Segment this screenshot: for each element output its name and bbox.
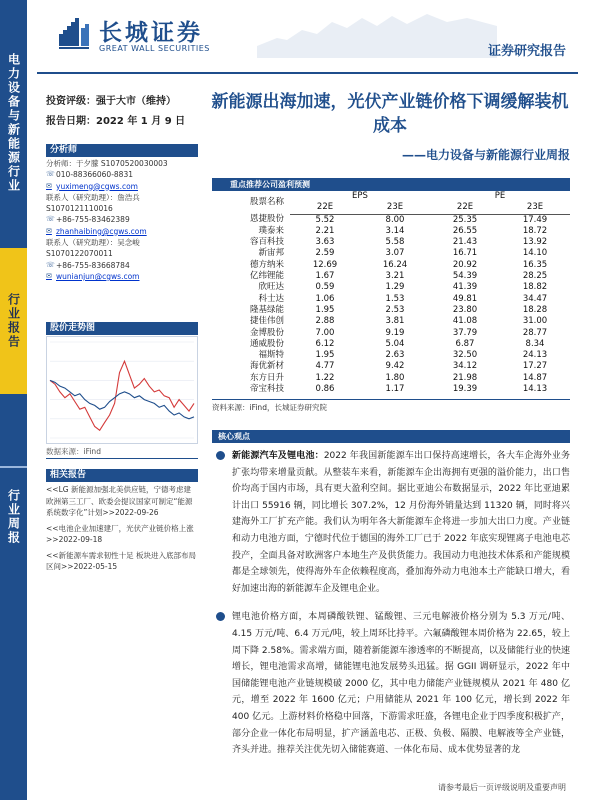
table-row [212, 373, 570, 384]
side-label-industry: 电力设备与新能源行业 [6, 53, 21, 193]
stock-name: 新宙邦 [258, 248, 284, 259]
table-cell: 18.72 [522, 225, 548, 236]
stock-name: 帝宝科技 [249, 384, 284, 395]
table-row [212, 328, 570, 339]
analyst-text: 010-88366060-8831 [56, 170, 133, 180]
table-cell: 28.77 [522, 327, 548, 338]
table-cell: 0.86 [315, 384, 335, 395]
stock-name: 欣旺达 [258, 282, 284, 293]
analyst-list [46, 158, 198, 282]
table-cell: 25.35 [452, 214, 478, 225]
report-title: 新能源出海加速，光伏产业链价格下调缓解装机成本 [211, 92, 569, 136]
analyst-phone [46, 260, 198, 271]
related-reports-list [46, 484, 198, 577]
table-cell: 14.13 [522, 384, 548, 395]
table-cell: 17.49 [522, 214, 548, 225]
related-reports-header: 相关报告 [46, 469, 198, 482]
table-row [212, 361, 570, 372]
table-cell: 21.43 [452, 237, 478, 248]
table-cell: 34.12 [452, 361, 478, 372]
stock-name: 金博股份 [249, 327, 284, 338]
analyst-text: 联系人（研究助理）：詹浩兵 [46, 192, 140, 202]
footer-disclaimer: 请参考最后一页评级说明及重要声明 [438, 783, 566, 792]
table-cell: 2.59 [315, 248, 335, 259]
table-row [212, 384, 570, 395]
great-wall-logo-icon [57, 16, 91, 50]
bullet-icon [216, 451, 225, 460]
stock-name: 东方日升 [249, 372, 284, 383]
table-cell: 17.27 [522, 361, 548, 372]
col-year: 22E [430, 202, 500, 214]
mail-icon: ✉ [46, 181, 52, 190]
table-cell: 23.80 [452, 304, 478, 315]
earnings-forecast-table [212, 178, 570, 413]
table-row [212, 260, 570, 271]
table-cell: 34.47 [522, 293, 548, 304]
col-year: 23E [360, 202, 430, 214]
analyst-phone [46, 169, 198, 180]
analyst-phone [46, 214, 198, 225]
stock-name: 捷佳伟创 [249, 316, 284, 327]
table-cell: 8.00 [385, 214, 405, 225]
col-year: 23E [500, 202, 570, 214]
paragraph-lead: 新能源汽车及锂电池： [232, 451, 324, 461]
table-cell: 1.22 [315, 372, 335, 383]
table-cell: 21.98 [452, 372, 478, 383]
analyst-text: wunianjun@cgws.com [56, 271, 140, 281]
table-row [212, 316, 570, 327]
table-cell: 3.14 [385, 225, 405, 236]
table-cell: 5.52 [315, 214, 335, 225]
stock-name: 容百科技 [249, 237, 284, 248]
analyst-text: yuximeng@cgws.com [56, 181, 138, 191]
table-cell: 6.87 [455, 338, 475, 349]
stock-name: 科士达 [258, 293, 284, 304]
table-cell: 14.87 [522, 372, 548, 383]
table-cell: 24.13 [522, 350, 548, 361]
core-paragraph-1 [212, 448, 570, 597]
table-row [212, 237, 570, 248]
table-cell: 5.58 [385, 237, 405, 248]
analyst-section-header: 分析师 [46, 144, 198, 157]
related-report-link[interactable]: <<LG 新能源加强北美供应链，宁德考虑建欧洲第三工厂、欧委会提议国家可制定“能源系统数字化”计划>>2022-09-26 [46, 485, 193, 517]
table-cell: 3.21 [385, 271, 405, 282]
table-row [212, 226, 570, 237]
stock-name: 福斯特 [258, 350, 284, 361]
table-cell: 28.25 [522, 271, 548, 282]
stock-price-chart [46, 336, 198, 444]
analyst-info [46, 237, 198, 248]
table-row [212, 214, 570, 226]
report-subtitle: ——电力设备与新能源行业周报 [401, 148, 570, 162]
table-cell: 3.81 [385, 316, 405, 327]
table-cell: 1.67 [315, 271, 335, 282]
analyst-email-link[interactable] [46, 181, 198, 192]
analyst-text: S1070121110016 [46, 204, 113, 214]
stock-name: 德方纳米 [249, 259, 284, 270]
table-cell: 32.50 [452, 350, 478, 361]
table-row [212, 294, 570, 305]
analyst-text: 联系人（研究助理）：吴念峻 [46, 238, 140, 248]
side-label-weekly: 行业周报 [6, 489, 21, 545]
side-divider [0, 466, 27, 468]
core-view-body [212, 448, 570, 759]
table-cell: 2.53 [385, 304, 405, 315]
table-cell: 2.63 [385, 350, 405, 361]
mail-icon: ✉ [46, 226, 52, 235]
investment-rating: 投资评级：强于大市（维持） [46, 96, 176, 107]
header-rule [37, 72, 578, 74]
table-cell: 14.10 [522, 248, 548, 259]
mail-icon: ✉ [46, 271, 52, 280]
table-cell: 9.19 [385, 327, 405, 338]
core-view-header: 核心观点 [212, 430, 570, 443]
table-cell: 16.35 [522, 259, 548, 270]
table-cell: 3.07 [385, 248, 405, 259]
table-row [212, 282, 570, 293]
stock-name: 亿纬锂能 [249, 271, 284, 282]
table-cell: 1.80 [385, 372, 405, 383]
analyst-text: S1070122070011 [46, 249, 113, 259]
analyst-text: 分析师：于夕朦 S1070520030003 [46, 159, 168, 168]
table-cell: 26.55 [452, 225, 478, 236]
related-report-link[interactable]: <<电池企业加速建厂，光伏产业链价格上涨>>2022-09-18 [46, 523, 194, 544]
table-row [212, 271, 570, 282]
table-cell: 1.95 [315, 304, 335, 315]
analyst-info [46, 192, 198, 203]
page-header [27, 0, 600, 78]
analyst-info [46, 203, 198, 214]
phone-icon: ☏ [46, 215, 55, 224]
core-paragraph-2 [212, 609, 570, 758]
paragraph-text: 锂电池价格方面，本周磷酸铁锂、锰酸锂、三元电解液价格分别为 5.3 万元/吨、4.15 万元/吨、6.4 万元/吨，较上周环比持平。六氟磷酸锂本周价格为 22.65，较上周下降 2.58%。需求端方面，随着新能源车渗透率的不断提高，以及储能行业的快速增长，锂电池需求高增，储能锂电池发展势头迅猛。据 GGII 调研显示，2022 年中国储能锂电池产业链规模破 2000 亿，其中电力储能产业链规模从 2021 年 480 亿元，增至 2022 年 1600 亿元；户用储能从 2021 年 100 亿元，增长到 2022 年 400 亿元。上游材料价格稳中回落，下游需求旺盛，各锂电企业于四季度积极扩产，部分企业一体化布局明显，扩产涵盖电芯、正极、负极、隔膜、电解液等全产业链，齐头并进。推荐关注优先切入储能赛道、一体化布局、成本优势显著的龙 [232, 612, 570, 756]
brand-name-en: GREAT WALL SECURITIES [99, 44, 210, 53]
table-cell: 41.39 [452, 282, 478, 293]
table-cell: 18.28 [522, 304, 548, 315]
table-row [212, 248, 570, 259]
table-cell: 31.00 [522, 316, 548, 327]
table-cell: 1.29 [385, 282, 405, 293]
table-header: 重点推荐公司盈利预测 [212, 178, 570, 191]
stock-name: 璞泰来 [258, 225, 284, 236]
chart-bottom-rule [46, 458, 198, 459]
table-cell: 18.82 [522, 282, 548, 293]
stock-name: 恩捷股份 [249, 214, 284, 225]
table-cell: 19.39 [452, 384, 478, 395]
phone-icon: ☏ [46, 260, 55, 269]
table-cell: 13.92 [522, 237, 548, 248]
report-date: 报告日期：2022 年 1 月 9 日 [46, 116, 186, 127]
table-cell: 54.39 [452, 271, 478, 282]
table-cell: 4.77 [315, 361, 335, 372]
table-cell: 16.71 [452, 248, 478, 259]
table-cell: 49.81 [452, 293, 478, 304]
table-cell: 1.53 [385, 293, 405, 304]
table-row [212, 339, 570, 350]
bullet-icon [216, 612, 225, 621]
analyst-text: zhanhaibing@cgws.com [56, 226, 147, 236]
analyst-text: +86-755-83462389 [56, 215, 130, 225]
stock-name: 通威股份 [249, 338, 284, 349]
table-cell: 16.24 [382, 259, 408, 270]
col-stock-name: 股票名称 [249, 196, 284, 207]
table-cell: 20.92 [452, 259, 478, 270]
col-pe: PE [494, 191, 506, 201]
table-source: 资料来源：iFind，长城证券研究院 [212, 399, 570, 413]
related-report-link[interactable]: <<新能源车需求韧性十足 板块进入底部布局区间>>2022-05-15 [46, 550, 196, 571]
brand-name: 长城证券 [99, 19, 203, 46]
table-cell: 1.95 [315, 350, 335, 361]
table-row [212, 350, 570, 361]
side-label-report-type: 行业报告 [0, 248, 27, 394]
col-eps: EPS [352, 191, 368, 201]
stock-name: 海优新材 [249, 361, 284, 372]
stock-name: 隆基绿能 [249, 304, 284, 315]
table-cell: 2.21 [315, 225, 335, 236]
chart-source: 数据来源：iFind [46, 447, 101, 456]
table-cell: 9.42 [385, 361, 405, 372]
table-cell: 1.17 [385, 384, 405, 395]
table-cell: 7.00 [315, 327, 335, 338]
table-cell: 2.88 [315, 316, 335, 327]
table-cell: 1.06 [315, 293, 335, 304]
table-row [212, 305, 570, 316]
analyst-email-link[interactable] [46, 271, 198, 282]
table-cell: 12.69 [312, 259, 338, 270]
table-cell: 41.08 [452, 316, 478, 327]
table-cell: 37.79 [452, 327, 478, 338]
table-cell: 8.34 [525, 338, 545, 349]
analyst-email-link[interactable] [46, 226, 198, 237]
col-year: 22E [290, 202, 360, 214]
table-cell: 6.12 [315, 338, 335, 349]
table-cell: 0.59 [315, 282, 335, 293]
table-cell: 5.04 [385, 338, 405, 349]
header-title: 证券研究报告 [487, 44, 566, 59]
phone-icon: ☏ [46, 170, 55, 179]
paragraph-text: 2022 年我国新能源车出口保持高速增长，各大车企海外业务扩张均带来增量贡献。从整装车来看，新能源车企出海拥有更强的溢价能力，出口售价均高于国内市场，具有更大盈利空间。据比亚迪公布数据显示，2022 年比亚迪累计出口 55916 辆，同比增长 307.2%，12 月份海外销量达到 11320 辆，同时将兴建海外工厂扩充产能。我们认为明年各大新能源车企将进一步加大出口力度。产业链和动力电池方面，宁德时代位于德国的海外工厂已于 2022 年底实现锂离子电池电芯投产，全面具备对欧洲客户本地生产及供货能力。我国动力电池技术体系和产能规模都是全球领先，使得海外车企依赖程度高，叠加海外动力电池本土产能缺口增大，看好加速出海的新能源车企及锂电企业。 [232, 451, 570, 594]
analyst-info [46, 248, 198, 259]
chart-frame [47, 337, 198, 444]
analyst-info [46, 158, 198, 169]
great-wall-watermark [257, 6, 497, 58]
table-cell: 3.63 [315, 237, 335, 248]
analyst-text: +86-755-83668784 [56, 260, 130, 270]
stock-chart-header: 股价走势图 [46, 322, 198, 335]
